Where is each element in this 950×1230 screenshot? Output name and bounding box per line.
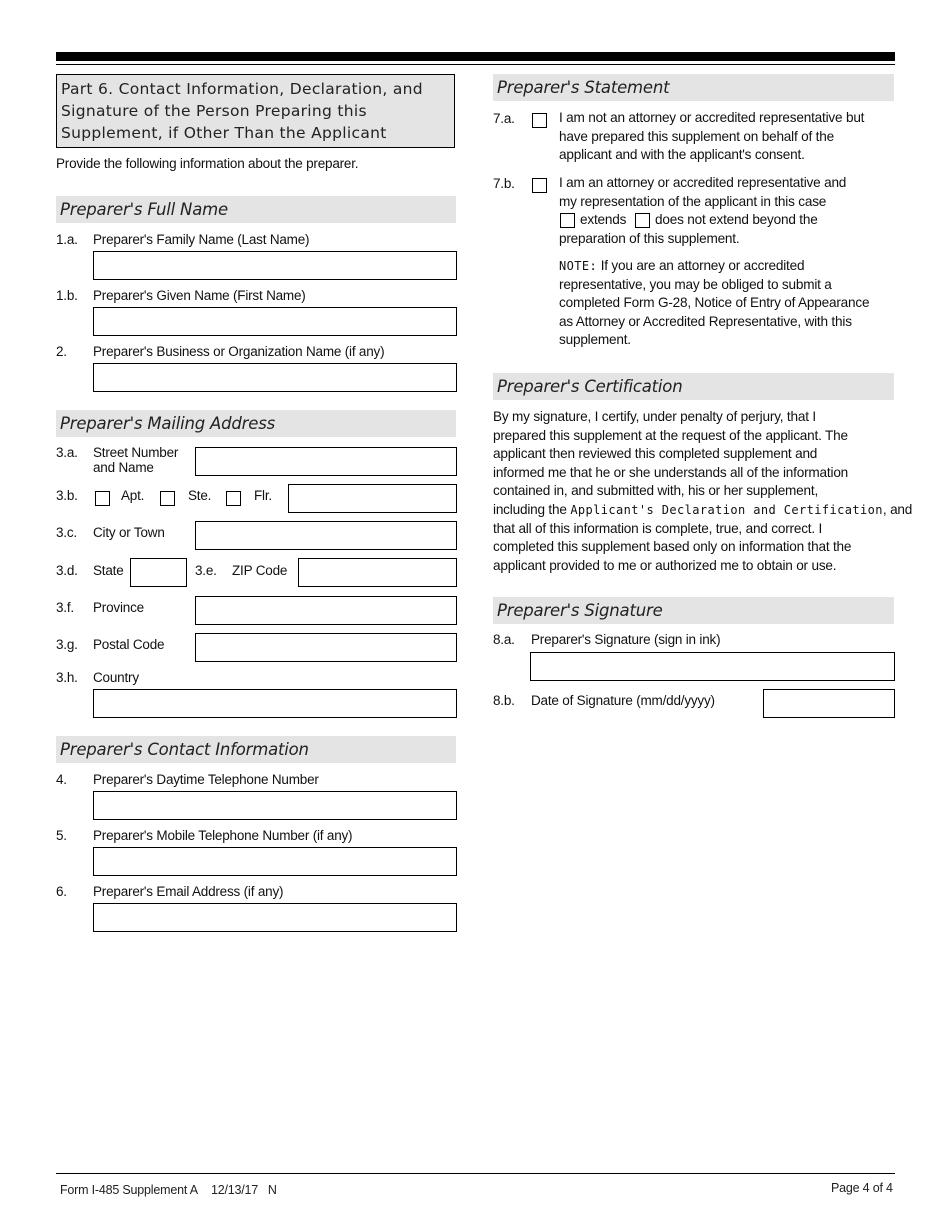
item-number: 3.e. [195, 563, 217, 578]
state-select[interactable] [130, 558, 187, 587]
footer-form-id [60, 1183, 277, 1197]
section-signature: Preparer's Signature [493, 597, 894, 624]
extends-label: extends [580, 212, 627, 228]
statement-line: my representation of the applicant in this case [559, 193, 827, 209]
day-phone-input[interactable] [93, 791, 457, 820]
item-number: 6. [56, 884, 67, 899]
item-number: 3.h. [56, 670, 78, 685]
not-extend-checkbox[interactable] [635, 213, 650, 228]
note-line: completed Form G-28, Notice of Entry of Appearance [559, 295, 870, 311]
unit-number-input[interactable] [288, 484, 457, 513]
street-label [93, 445, 178, 475]
item-number: 7.b. [493, 176, 515, 191]
day-phone-label: Preparer's Daytime Telephone Number [93, 772, 319, 787]
header-rule-thin [56, 64, 895, 65]
item-number: 3.g. [56, 637, 78, 652]
family-name-input[interactable] [93, 251, 457, 280]
attorney-checkbox[interactable] [532, 178, 547, 193]
cert-declaration-title: Applicant's Declaration and Certification [570, 502, 883, 517]
item-number: 2. [56, 344, 67, 359]
section-mailing-address: Preparer's Mailing Address [56, 410, 456, 437]
flr-label: Flr. [254, 488, 272, 503]
note-line: representative, you may be obliged to submit a [559, 276, 832, 292]
state-label: State [93, 563, 124, 578]
certification-text [493, 408, 912, 575]
footer-page-number: Page 4 of 4 [831, 1181, 893, 1195]
not-attorney-checkbox[interactable] [532, 113, 547, 128]
cert-line: applicant then reviewed this completed supplement and [493, 446, 818, 462]
section-certification: Preparer's Certification [493, 373, 894, 400]
item-number: 5. [56, 828, 67, 843]
section-contact-info: Preparer's Contact Information [56, 736, 456, 763]
country-input[interactable] [93, 689, 457, 718]
item-number: 3.f. [56, 600, 74, 615]
not-extend-label: does not extend beyond the [655, 212, 818, 228]
section-statement: Preparer's Statement [493, 74, 894, 101]
item-number: 3.a. [56, 445, 78, 460]
cert-line: that all of this information is complete, true, and correct. I [493, 520, 823, 536]
cert-line: informed me that he or she understands all of the information [493, 464, 849, 480]
extends-checkbox[interactable] [560, 213, 575, 228]
not-attorney-text [559, 109, 864, 165]
header-rule-thick [56, 52, 895, 61]
province-label: Province [93, 600, 144, 615]
email-input[interactable] [93, 903, 457, 932]
family-name-label: Preparer's Family Name (Last Name) [93, 232, 310, 247]
flr-checkbox[interactable] [226, 491, 241, 506]
extends-row [559, 211, 846, 230]
street-label-line: and Name [93, 460, 154, 475]
city-label: City or Town [93, 525, 165, 540]
postal-input[interactable] [195, 633, 457, 662]
footer-form-name: Form I-485 Supplement A [60, 1183, 198, 1197]
apt-checkbox[interactable] [95, 491, 110, 506]
footer-code: N [267, 1183, 277, 1197]
country-label: Country [93, 670, 139, 685]
note-line: as Attorney or Accredited Representative, with this [559, 313, 852, 329]
item-number: 1.b. [56, 288, 78, 303]
street-label-line: Street Number [93, 445, 179, 460]
part-intro: Provide the following information about the preparer. [56, 156, 359, 171]
given-name-input[interactable] [93, 307, 457, 336]
email-label: Preparer's Email Address (if any) [93, 884, 284, 899]
item-number: 1.a. [56, 232, 78, 247]
cert-line: By my signature, I certify, under penalty of perjury, that I [493, 409, 816, 424]
given-name-label: Preparer's Given Name (First Name) [93, 288, 306, 303]
zip-input[interactable] [298, 558, 457, 587]
statement-line: have prepared this supplement on behalf of the [559, 128, 834, 144]
org-name-label: Preparer's Business or Organization Name (if any) [93, 344, 385, 359]
part-title-line: Supplement, if Other Than the Applicant [61, 124, 387, 142]
signature-label: Preparer's Signature (sign in ink) [531, 632, 721, 647]
section-full-name: Preparer's Full Name [56, 196, 456, 223]
city-input[interactable] [195, 521, 457, 550]
street-input[interactable] [195, 447, 457, 476]
ste-label: Ste. [188, 488, 212, 503]
zip-label: ZIP Code [232, 563, 288, 578]
province-input[interactable] [195, 596, 457, 625]
mobile-phone-input[interactable] [93, 847, 457, 876]
statement-line: applicant and with the applicant's consent. [559, 147, 805, 163]
item-number: 7.a. [493, 111, 515, 126]
statement-line: preparation of this supplement. [559, 231, 740, 247]
footer-edition: 12/13/17 [210, 1183, 258, 1197]
item-number: 8.a. [493, 632, 515, 647]
signature-input[interactable] [530, 652, 895, 681]
apt-label: Apt. [121, 488, 145, 503]
mobile-phone-label: Preparer's Mobile Telephone Number (if any) [93, 828, 353, 843]
statement-line: I am not an attorney or accredited representative but [559, 110, 865, 125]
cert-including-prefix: including the [493, 501, 571, 517]
note-line: supplement. [559, 332, 631, 348]
cert-line: applicant provided to me or authorized me to obtain or use. [493, 557, 837, 573]
signature-date-input[interactable] [763, 689, 895, 718]
part-title-line: Part 6. Contact Information, Declaration, and [61, 80, 423, 98]
signature-date-label: Date of Signature (mm/dd/yyyy) [531, 693, 715, 708]
footer-rule [56, 1173, 895, 1174]
part-title [56, 74, 455, 148]
part-title-line: Signature of the Person Preparing this [61, 102, 367, 120]
attorney-note [559, 257, 869, 350]
item-number: 4. [56, 772, 67, 787]
cert-line: contained in, and submitted with, his or her supplement, [493, 483, 819, 499]
item-number: 3.b. [56, 488, 78, 503]
attorney-text [559, 174, 846, 249]
note-line: If you are an attorney or accredited [597, 258, 805, 273]
postal-label: Postal Code [93, 637, 165, 652]
org-name-input[interactable] [93, 363, 457, 392]
item-number: 3.d. [56, 563, 78, 578]
cert-line: completed this supplement based only on information that the [493, 539, 852, 555]
statement-line: I am an attorney or accredited representative and [559, 175, 847, 190]
ste-checkbox[interactable] [160, 491, 175, 506]
item-number: 3.c. [56, 525, 77, 540]
note-prefix: NOTE: [559, 259, 598, 273]
cert-line: prepared this supplement at the request of the applicant. The [493, 427, 848, 443]
item-number: 8.b. [493, 693, 515, 708]
cert-including-suffix: , and [882, 501, 913, 517]
